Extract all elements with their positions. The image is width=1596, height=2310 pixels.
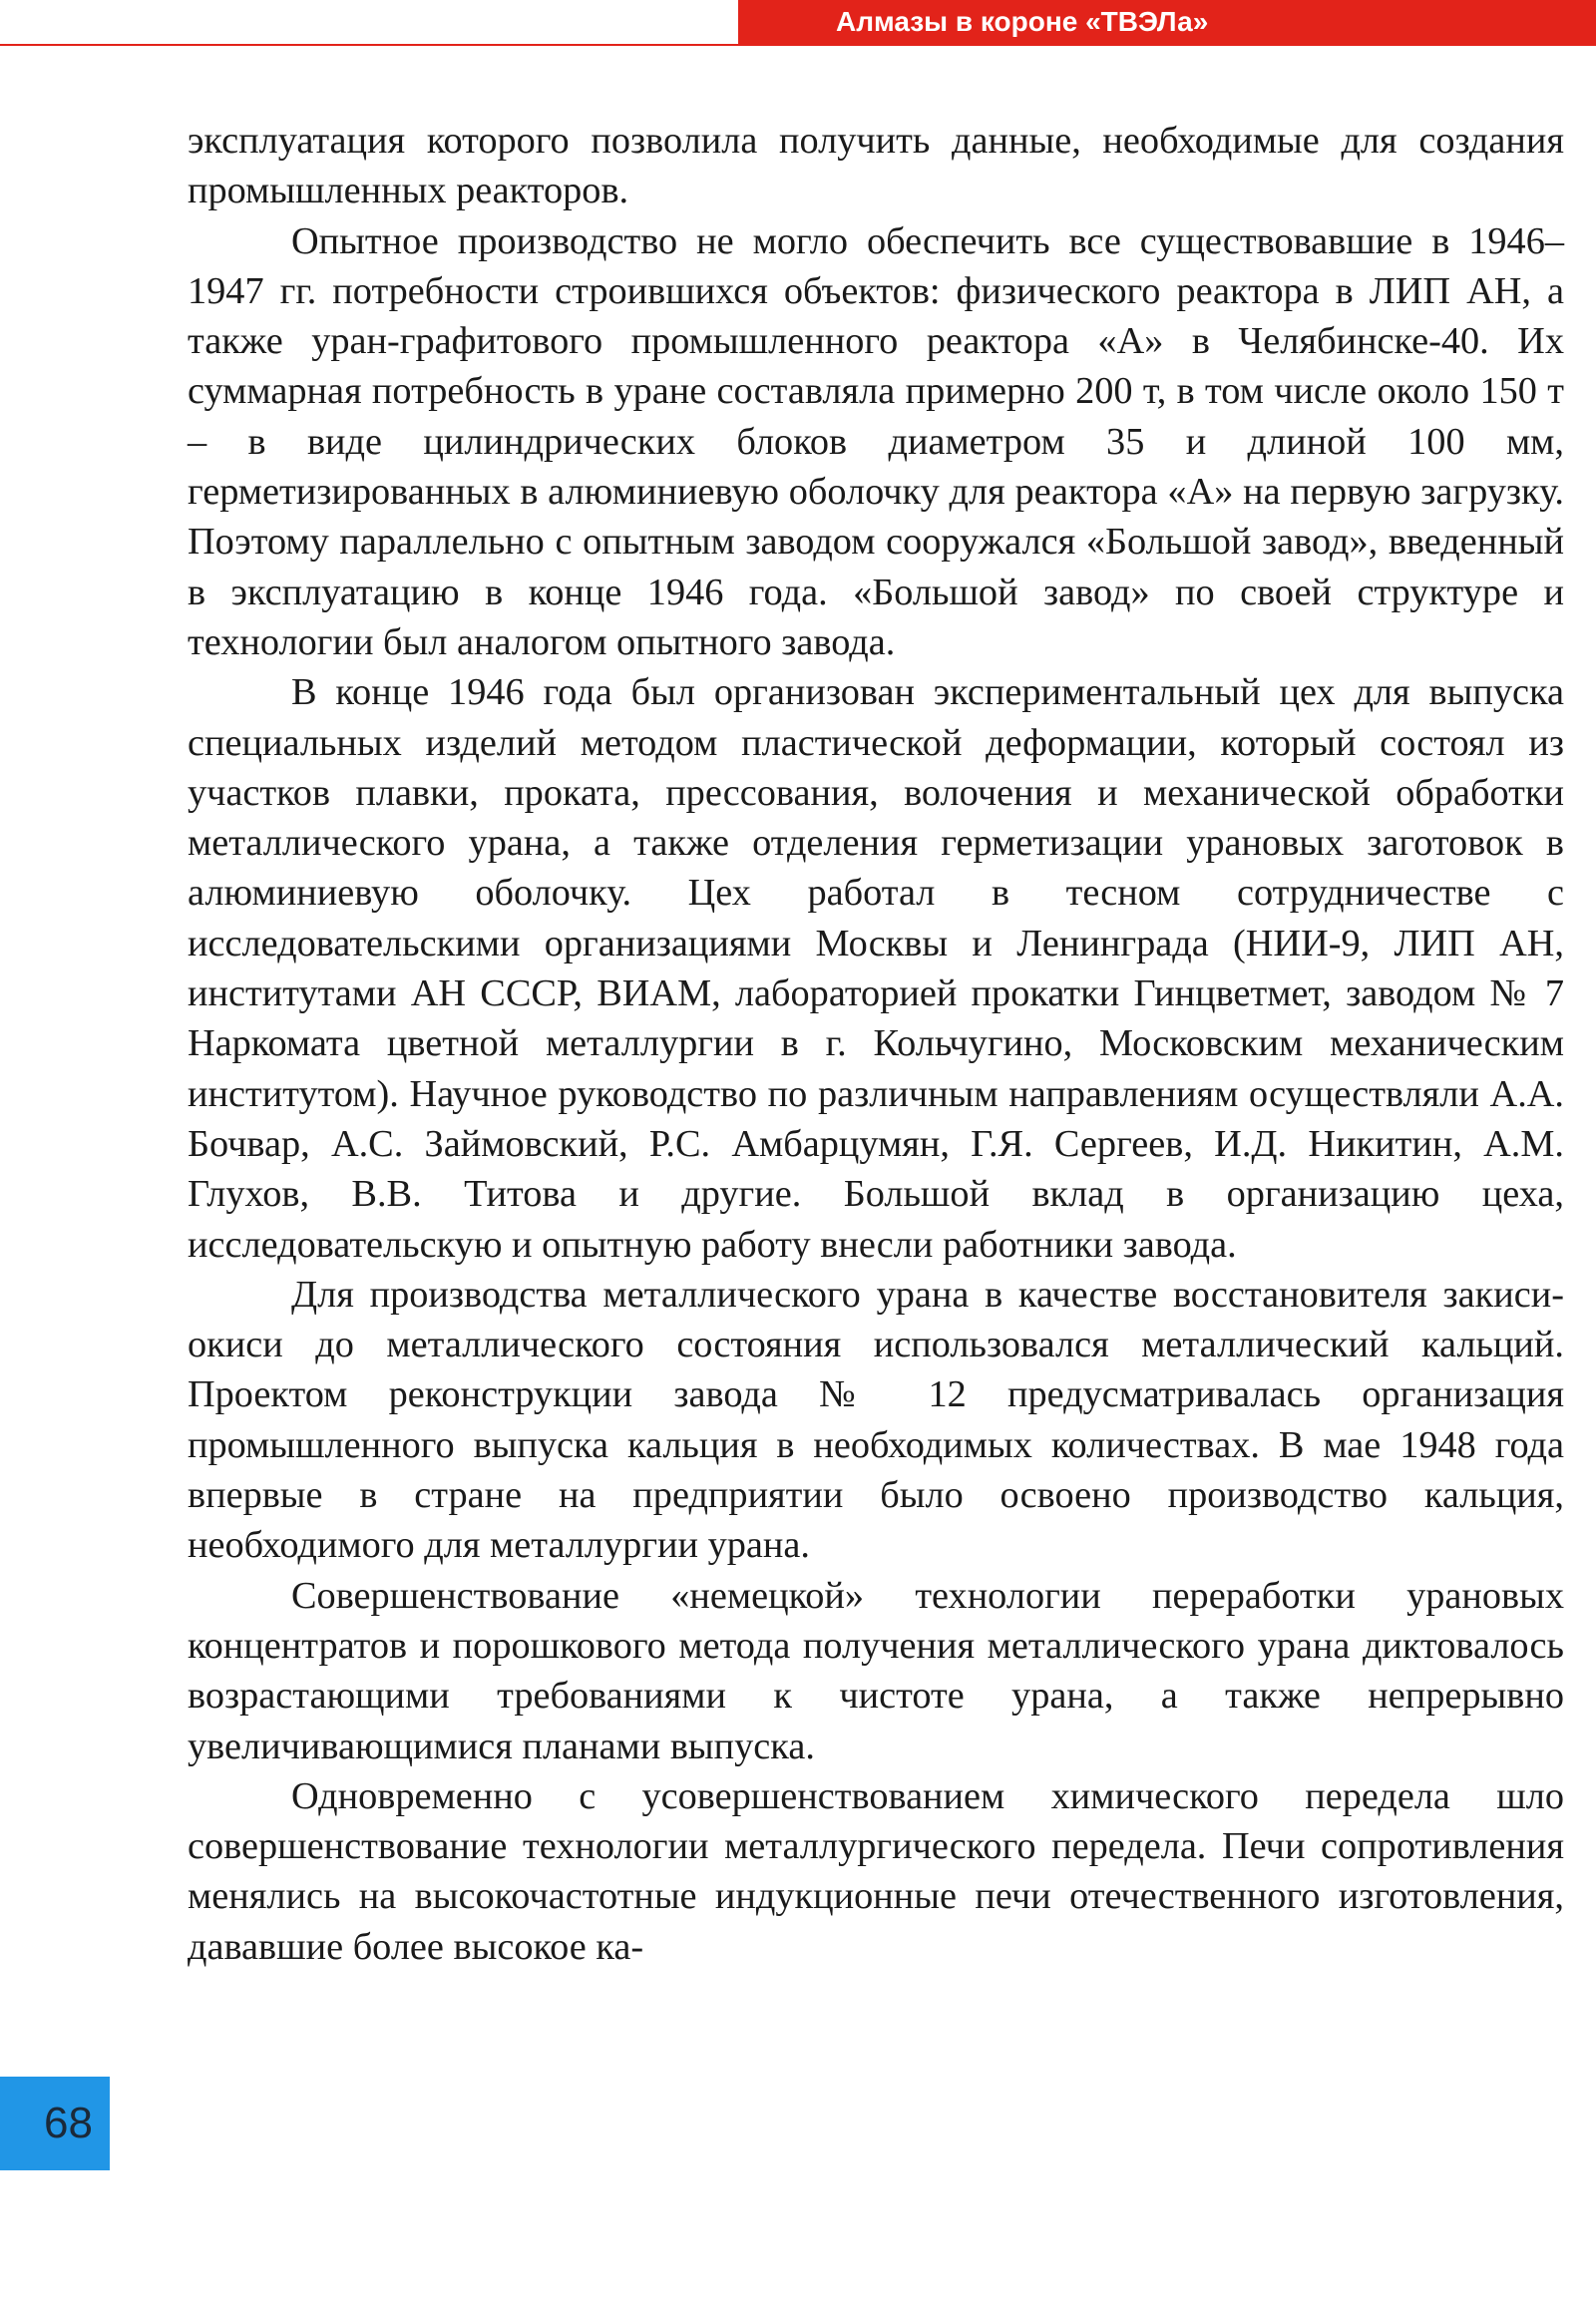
paragraph-continuation: эксплуатация которого позволила получить данные, необходимые для создания промышленных реакторов. — [188, 120, 1564, 212]
paragraph: В конце 1946 года был организован экспериментальный цех для выпуска специальных изделий методом пластической деформации, который состоял из участков плавки, проката, прессования, волочения и механической обработки металлического урана, а также отделения герметизации урановых заготовок в алюминиевую оболочку. Цех работал в тесном сотрудничестве с исследовательскими организациями Москвы и Ленинграда (НИИ-9, ЛИП АН, институтами АН СССР, ВИАМ, лабораторией прокатки Гинцветмет, заводом № 7 Наркомата цветной металлургии в г. Кольчугино, Московским механическим институтом). Научное руководство по различным направлениям осуществляли А.А. Бочвар, А.С. Займовский, Р.С. Амбарцумян, Г.Я. Сергеев, И.Д. Никитин, А.М. Глухов, В.В. Титова и другие. Большой вклад в организацию цеха, исследовательскую и опытную работу внесли работники завода. — [188, 671, 1564, 1266]
header-rule — [0, 44, 738, 46]
paragraph: Совершенствование «немецкой» технологии переработки урановых концентратов и порошкового метода получения металлического урана диктовалось возрастающими требованиями к чистоте урана, а также непрерывно увеличивающимися планами выпуска. — [188, 1574, 1564, 1767]
body-text — [188, 116, 1564, 1972]
running-header-title: Алмазы в короне «ТВЭЛа» — [836, 6, 1209, 37]
page-number-tab — [0, 2077, 110, 2170]
paragraph: Для производства металлического урана в качестве восстановителя закиси-окиси до металлического состояния использовался металлический кальций. Проектом реконструкции завода № 12 предусматривалась организация промышленного выпуска кальция в необходимых количествах. В мае 1948 года впервые в стране на предприятии было освоено производство кальция, необходимого для металлургии урана. — [188, 1273, 1564, 1567]
page-number: 68 — [44, 2099, 93, 2147]
paragraph: Опытное производство не могло обеспечить все существовавшие в 1946–1947 гг. потребности строившихся объектов: физического реактора в ЛИП АН, а также уран-графитового промышленного реактора «А» в Челябинске-40. Их суммарная потребность в уране составляла примерно 200 т, в том числе около 150 т – в виде цилиндрических блоков диаметром 35 и длиной 100 мм, герметизированных в алюминиевую оболочку для реактора «А» на первую загрузку. Поэтому параллельно с опытным заводом сооружался «Большой завод», введенный в эксплуатацию в конце 1946 года. «Большой завод» по своей структуре и технологии был аналогом опытного завода. — [188, 219, 1564, 663]
paragraph: Одновременно с усовершенствованием химического передела шло совершенствование технологии металлургического передела. Печи сопротивления менялись на высокочастотные индукционные печи отечественного изготовления, дававшие более высокое ка- — [188, 1774, 1564, 1968]
